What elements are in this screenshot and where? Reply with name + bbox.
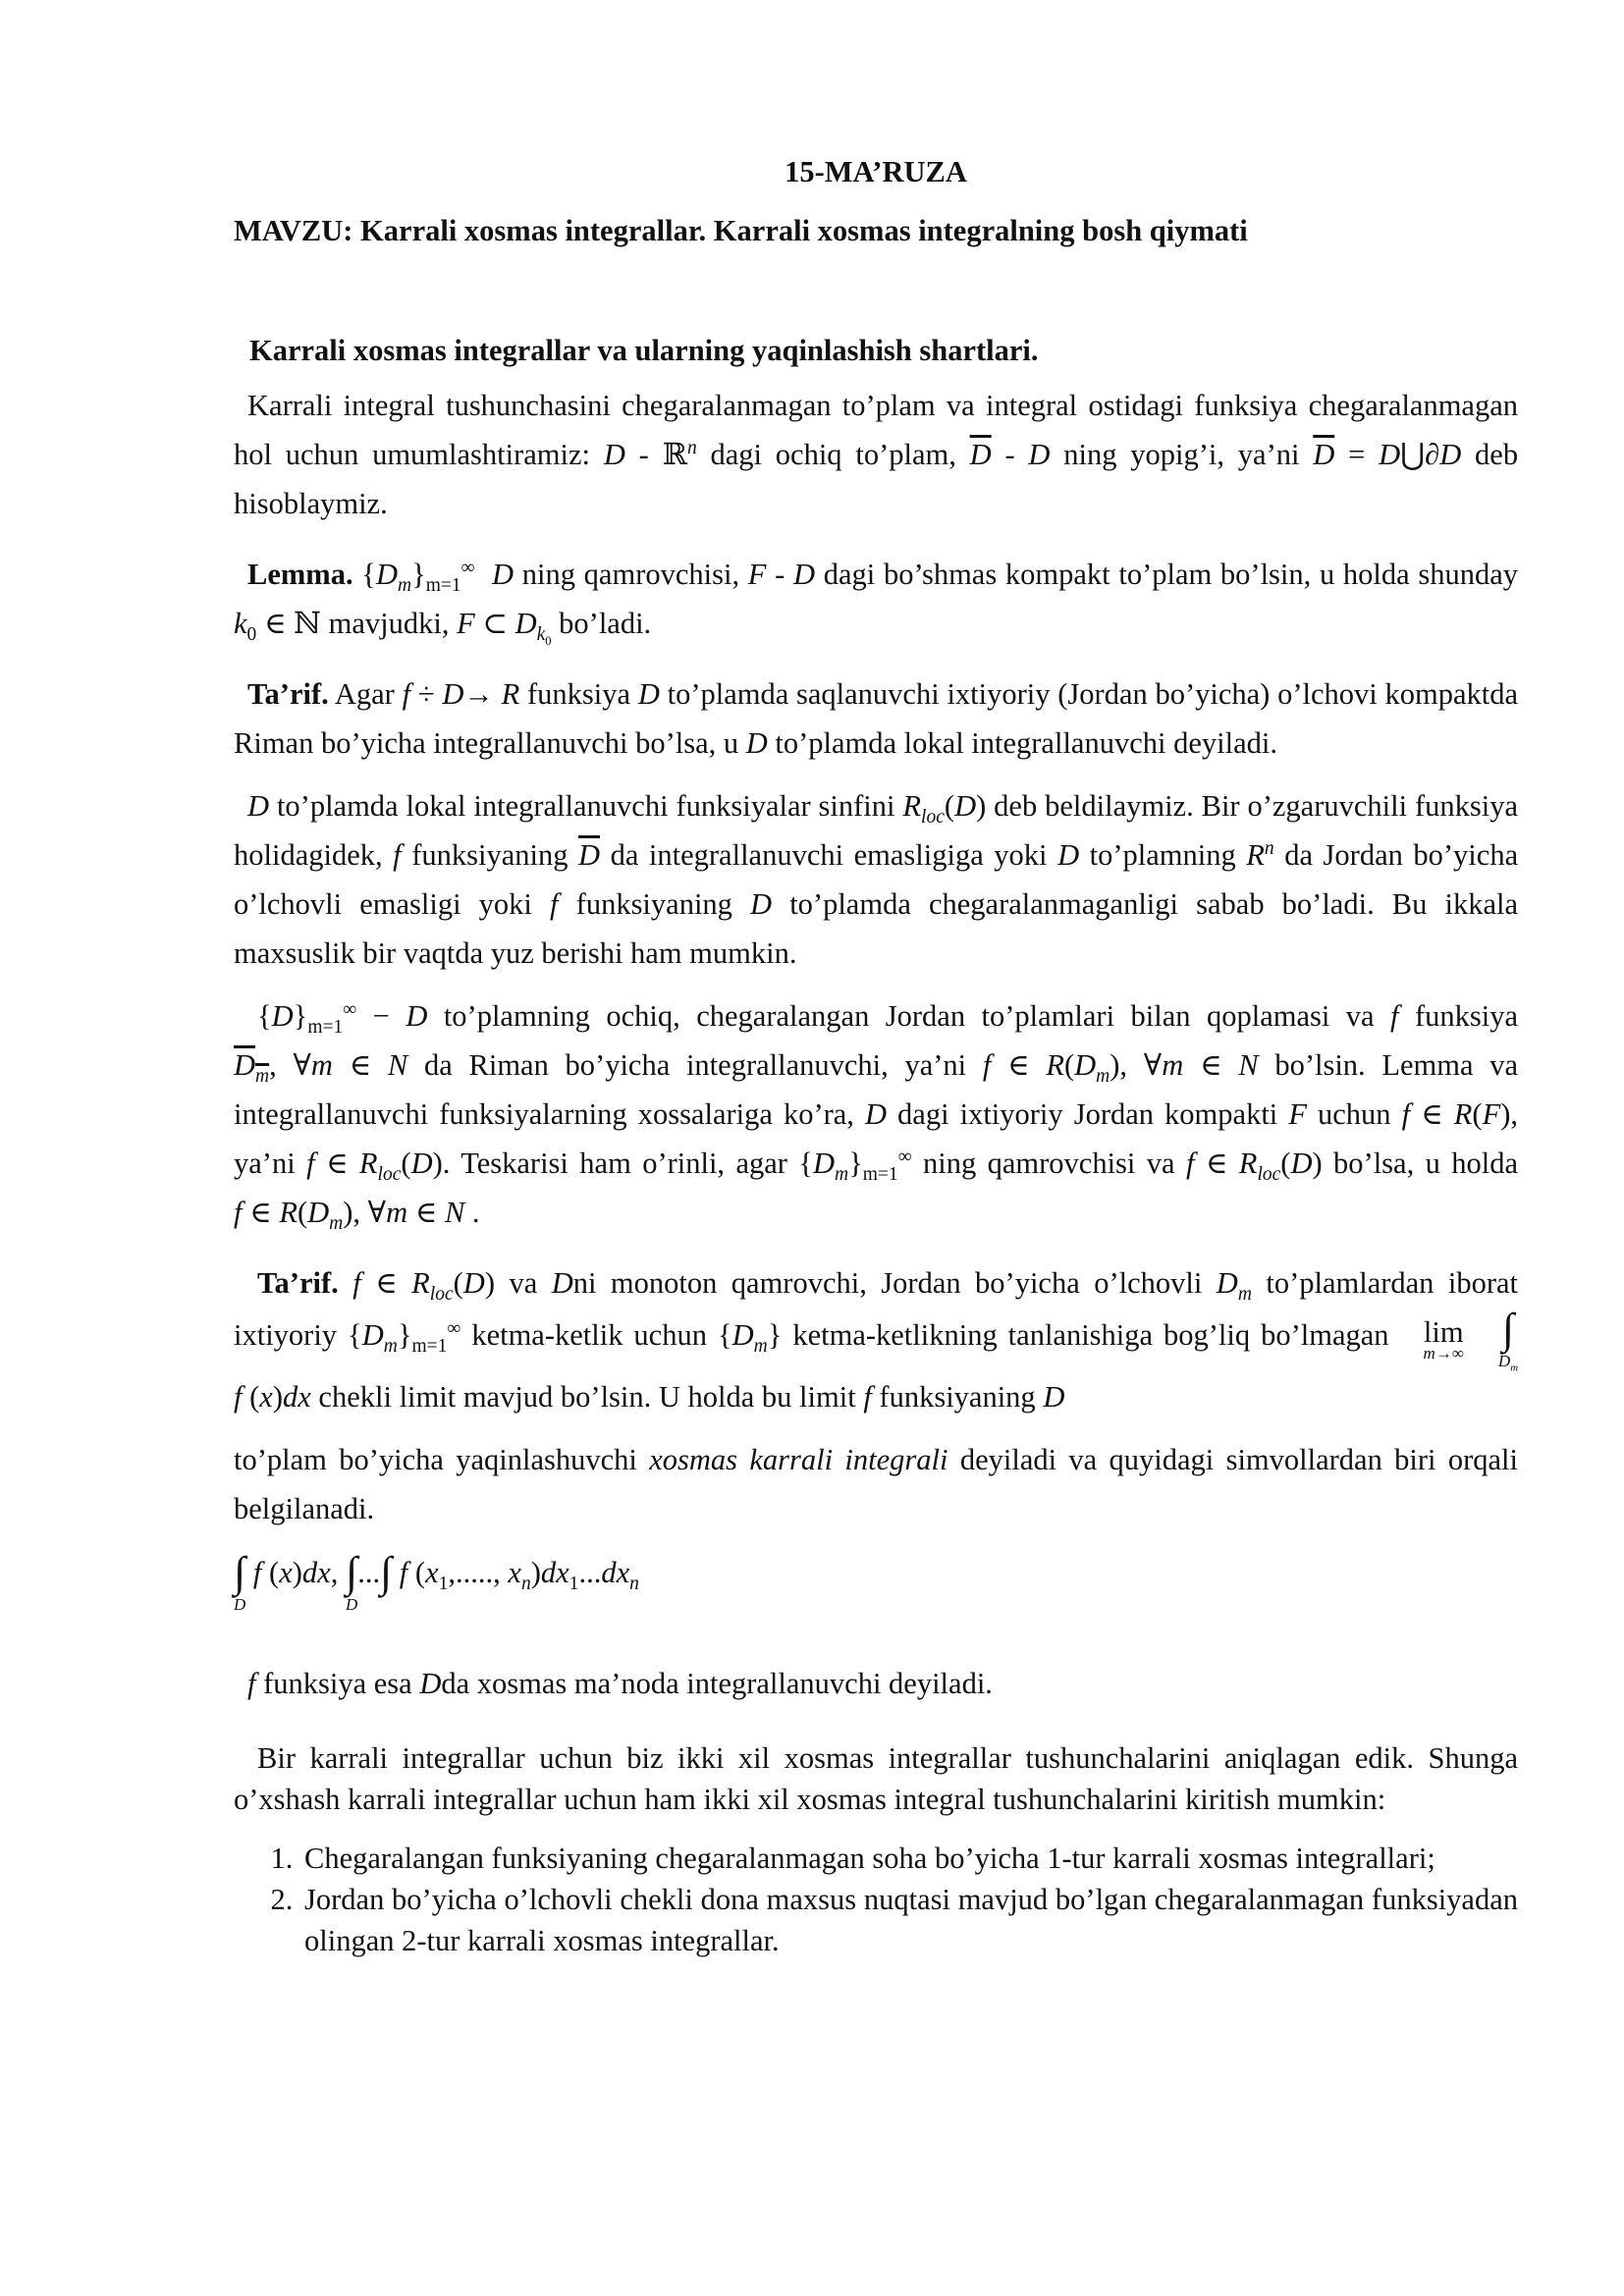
lecture-number: 15-MA’RUZA xyxy=(785,155,967,188)
lecture-topic: MAVZU: Karrali xosmas integrallar. Karrali xosmas integralning bosh qiymati xyxy=(234,214,1248,247)
intro-paragraph: Karrali integral tushunchasini chegaralanmagan to’plam va integral ostidagi funksiya chegaralanmagan hol uchun umumlashtiramiz: D - ℝ$^n$ dagi ochiq to’plam, $\overline{D}$ - D ning yopig’i, ya’ni $\overline{D}$ = D⋃∂D deb hisoblaymiz. xyxy=(234,389,1519,520)
definition-local-integrability: Ta’rif. Agar f ÷ D→ R funksiya D to’plamda saqlanuvchi ixtiyoriy (Jordan bo’yicha) o’lchovi kompaktda Riman bo’yicha integrallanuvchi bo’lsa, u D to’plamda lokal integrallanuvchi deyiladi. xyxy=(234,677,1519,760)
integral-notation-formula: ∫ D f (x)dx, ∫ D ... ∫ f ($x_1$,....., $x_n)dx_1...dx_n$ xyxy=(234,1548,639,1614)
definition-improper-integral: Ta’rif. f ∈ $R_{loc}(D)$ va Dni monoton qamrovchi, Jordan bo’yicha o’lchovli $D_m$ to’plamlardan iborat ixtiyoriy $\{D_m\}_{m=1}^\infty$ ketma-ketlik uchun $\{D_m\}$ ketma-ketlikning tanlanishiga bog’liq bo’lmagan lim m→∞ ∫ $D_m$ f (x)dx chekli limit mavjud bo’lsin. U holda bu limit f funksiyaning D xyxy=(234,1266,1519,1414)
types-list xyxy=(234,1838,1518,1961)
types-paragraph: Bir karrali integrallar uchun biz ikki xil xosmas integrallar tushunchalarini aniqlagan edik. Shunga o’xshash karrali integrallar uchun ham ikki xil xosmas integral tushunchalarini kiritish mumkin: xyxy=(234,1741,1518,1816)
cover-paragraph: $\{D\}_{m=1}^\infty - D$ to’plamning ochiq, chegaralangan Jordan to’plamlari bilan qoplamasi va f funksiya $D_m$, ∀m ∈ N da Riman bo’yicha integrallanuvchi, ya’ni f ∈ $R(D_m)$, ∀m ∈ N bo’lsin. Lemma va integrallanuvchi funksiyalarning xossalariga ko’ra, D dagi ixtiyoriy Jordan kompakti F uchun f ∈ R(F), ya’ni f ∈ $R_{loc}(D)$. Teskarisi ham o’rinli, agar $\{D_m\}_{m=1}^\infty$ ning qamrovchisi va f ∈ $R_{loc}(D)$ bo’lsa, u holda f ∈ $R(D_m)$, ∀m ∈ N . xyxy=(234,998,1519,1235)
definition-label-2: Ta’rif. xyxy=(257,1266,339,1300)
list-item: 1. Chegaralangan funksiyaning chegaralanmagan soha bo’yicha 1-tur karrali xosmas integrallari; xyxy=(300,1838,1518,1879)
definition-label: Ta’rif. xyxy=(247,677,329,711)
lemma-paragraph: Lemma. $\{D_m\}_{m=1}^\infty$ D ning qamrovchisi, F - D dagi bo’shmas kompakt to’plam bo’lsin, u holda shunday $k_0$ ∈ ℕ mavjudki, F ⊂ $D_{k_0}$ bo’ladi. xyxy=(234,557,1519,648)
list-item: 2. Jordan bo’yicha o’lchovli chekli dona maxsus nuqtasi mavjud bo’lgan chegaralanmagan funksiyadan olingan 2-tur karrali xosmas integrallar. xyxy=(300,1879,1518,1961)
integral-over-Dm: ∫ $D_m$ xyxy=(1497,1305,1519,1374)
limit-symbol: lim m→∞ xyxy=(1423,1315,1464,1362)
definition-continuation: to’plam bo’yicha yaqinlashuvchi xosmas karrali integrali deyiladi va quyidagi simvollardan biri orqali belgilanadi. xyxy=(234,1443,1519,1525)
lemma-label: Lemma. xyxy=(247,558,353,591)
section-title: Karrali xosmas integrallar va ularning yaqinlashish shartlari. xyxy=(249,334,1039,367)
page-content xyxy=(234,147,1518,1961)
local-class-paragraph: D to’plamda lokal integrallanuvchi funksiyalar sinfini $R_{loc}(D)$ deb beldilaymiz. Bir o’zgaruvchili funksiya holidagidek, f funksiyaning $\overline{D}$ da integrallanuvchi emasligiga yoki D to’plamning $R^n$ da Jordan bo’yicha o’lchovli emasligi yoki f funksiyaning D to’plamda chegaralanmaganligi sabab bo’ladi. Bu ikkala maxsuslik bir vaqtda yuz berishi ham mumkin. xyxy=(234,789,1519,970)
improper-integrable-sentence: f funksiya esa Dda xosmas ma’noda integrallanuvchi deyiladi. xyxy=(247,1667,993,1700)
